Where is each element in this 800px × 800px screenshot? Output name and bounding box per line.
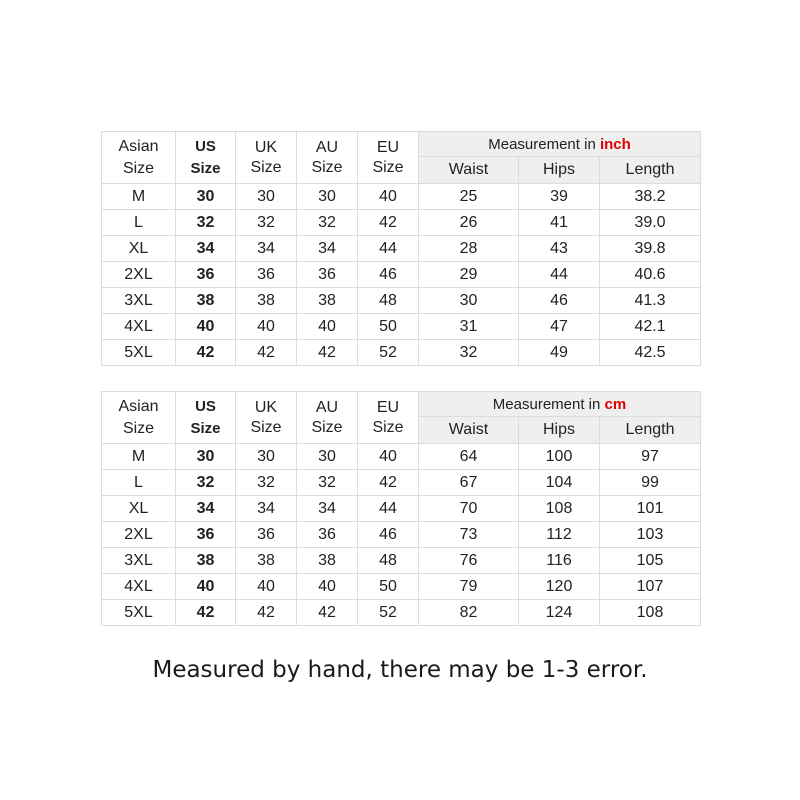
measurement-note: Measured by hand, there may be 1-3 error. <box>152 657 648 683</box>
size-chart-cm <box>101 391 701 626</box>
table-row: 3XL 38 38 38 48 76 116 105 <box>102 548 701 574</box>
table-row: 3XL 38 38 38 48 30 46 41.3 <box>102 288 701 314</box>
table-row: M 30 30 30 40 64 100 97 <box>102 444 701 470</box>
header-measurement: Measurement in cm <box>419 392 701 417</box>
table-row: L 32 32 32 42 26 41 39.0 <box>102 210 701 236</box>
table-row: L 32 32 32 42 67 104 99 <box>102 470 701 496</box>
table-row: 4XL 40 40 40 50 79 120 107 <box>102 574 701 600</box>
header-hips: Hips <box>519 157 600 184</box>
table-row: 2XL 36 36 36 46 73 112 103 <box>102 522 701 548</box>
table-row: 5XL 42 42 42 52 82 124 108 <box>102 600 701 626</box>
header-length: Length <box>600 417 701 444</box>
unit-label: cm <box>604 395 627 413</box>
table-row: 5XL 42 42 42 52 32 49 42.5 <box>102 340 701 366</box>
size-chart-inch <box>101 131 701 366</box>
header-waist: Waist <box>419 157 519 184</box>
header-asian-size: Asian Size <box>102 132 176 184</box>
header-au-size: AU Size <box>297 132 358 184</box>
header-au-size: AU Size <box>297 392 358 444</box>
header-uk-size: UK Size <box>236 392 297 444</box>
header-asian-size: Asian Size <box>102 392 176 444</box>
header-measurement: Measurement in inch <box>419 132 701 157</box>
header-eu-size: EU Size <box>358 132 419 184</box>
header-hips: Hips <box>519 417 600 444</box>
header-uk-size: UK Size <box>236 132 297 184</box>
header-us-size: US Size <box>176 132 236 184</box>
table-row: XL 34 34 34 44 70 108 101 <box>102 496 701 522</box>
header-waist: Waist <box>419 417 519 444</box>
table-row: XL 34 34 34 44 28 43 39.8 <box>102 236 701 262</box>
header-length: Length <box>600 157 701 184</box>
unit-label: inch <box>599 135 631 153</box>
header-us-size: US Size <box>176 392 236 444</box>
table-row: 4XL 40 40 40 50 31 47 42.1 <box>102 314 701 340</box>
table-row: 2XL 36 36 36 46 29 44 40.6 <box>102 262 701 288</box>
table-row: M 30 30 30 40 25 39 38.2 <box>102 184 701 210</box>
header-eu-size: EU Size <box>358 392 419 444</box>
